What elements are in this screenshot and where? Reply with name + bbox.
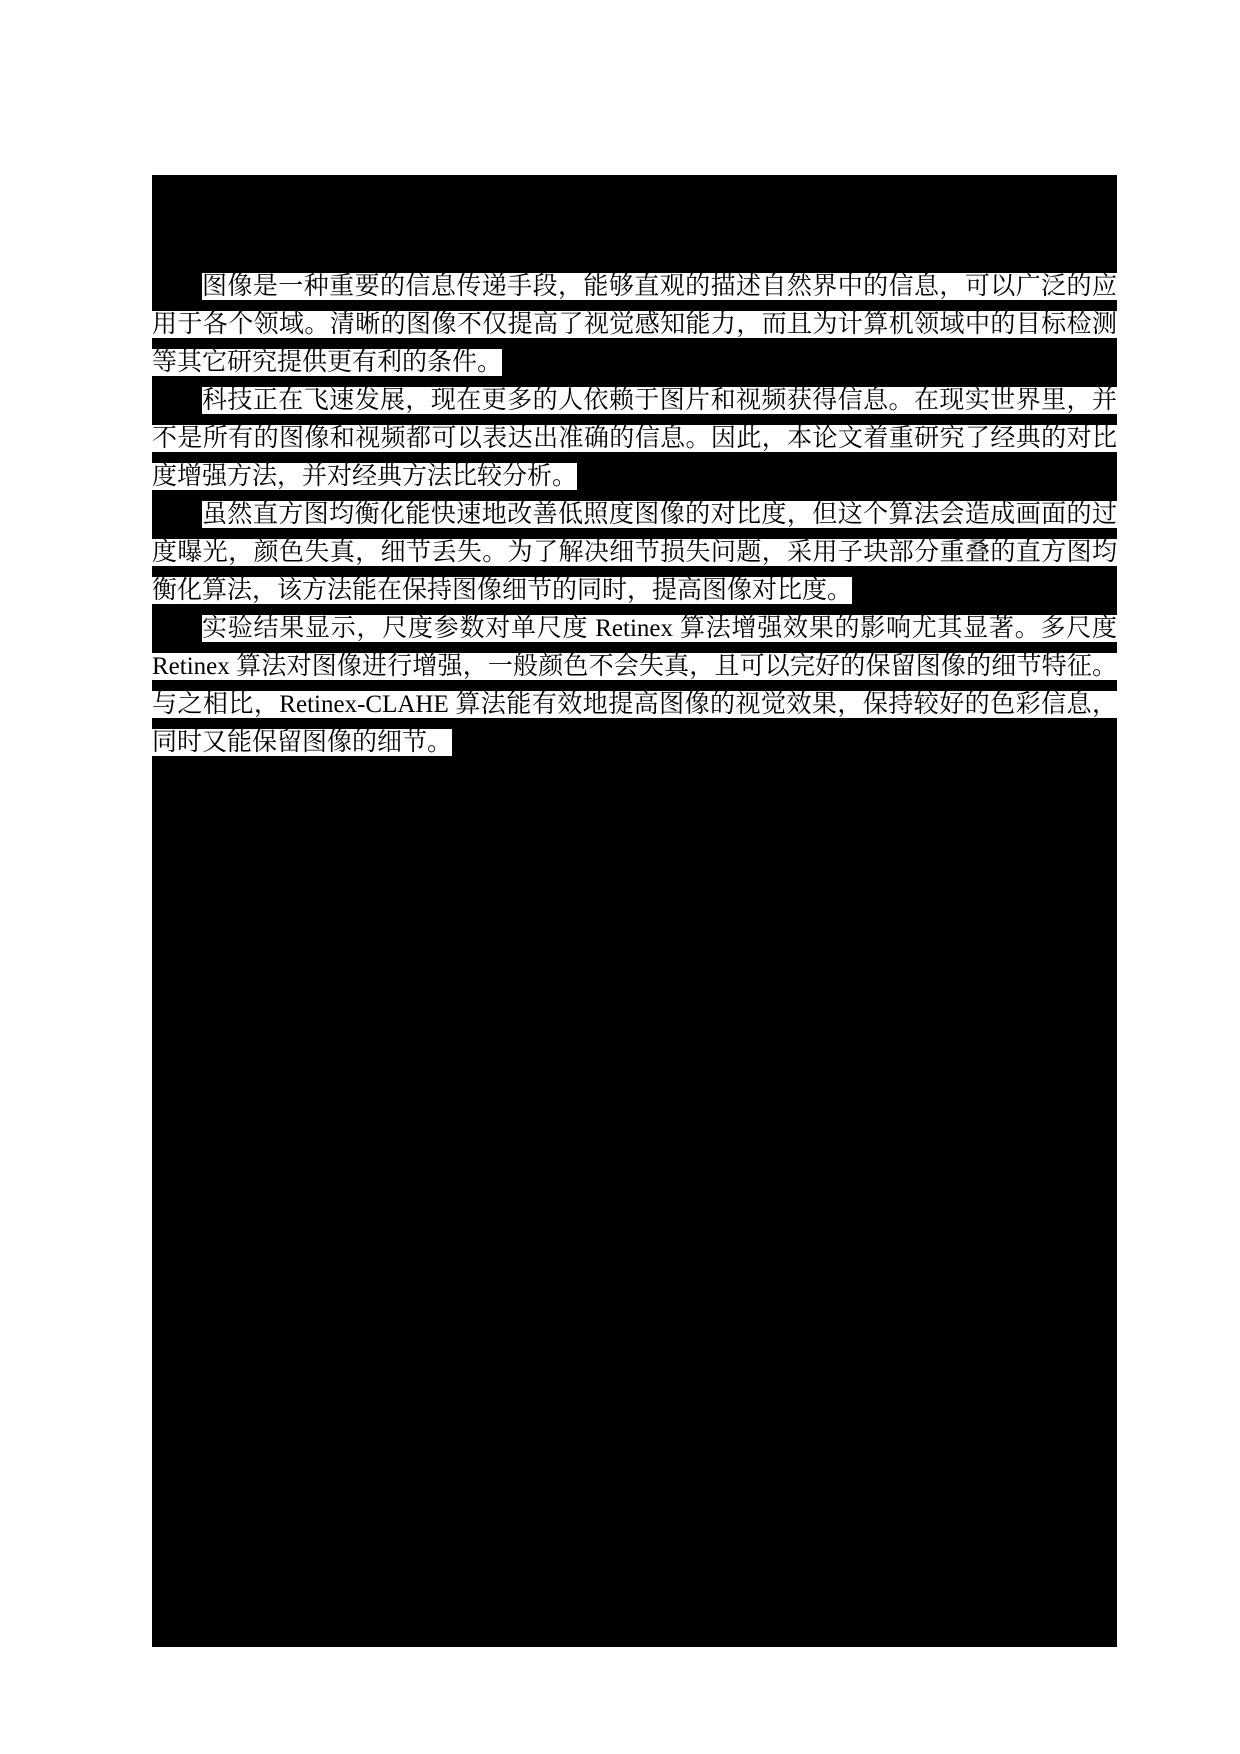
abstract-line-text: 图像是一种重要的信息传递手段，能够直观的描述自然界中的信息，可以广泛的应 [202,273,1117,300]
abstract-line [152,496,1117,534]
abstract-line [152,458,1117,496]
abstract-line [152,268,1117,306]
abstract-line-text: 衡化算法，该方法能在保持图像细节的同时，提高图像对比度。 [152,577,853,604]
abstract-line-text: 与之相比，Retinex-CLAHE 算法能有效地提高图像的视觉效果，保持较好的色彩信息， [152,691,1117,718]
abstract-line [152,382,1117,420]
abstract-line-text: 虽然直方图均衡化能快速地改善低照度图像的对比度，但这个算法会造成画面的过 [202,501,1117,528]
abstract-line-text: 等其它研究提供更有利的条件。 [152,349,503,376]
abstract-line [152,306,1117,344]
abstract-line-text: Retinex 算法对图像进行增强，一般颜色不会失真，且可以完好的保留图像的细节特征。 [152,653,1117,680]
abstract-line [152,610,1117,648]
abstract-line-text: 科技正在飞速发展，现在更多的人依赖于图片和视频获得信息。在现实世界里，并 [202,387,1117,414]
abstract-text [152,175,1117,762]
abstract-line [152,344,1117,382]
abstract-line-text: 用于各个领域。清晰的图像不仅提高了视觉感知能力，而且为计算机领域中的目标检测 [152,311,1117,338]
abstract-line-text: 实验结果显示，尺度参数对单尺度 Retinex 算法增强效果的影响尤其显著。多尺度 [202,615,1117,642]
abstract-line [152,724,1117,762]
abstract-line [152,420,1117,458]
abstract-line [152,572,1117,610]
abstract-line [152,686,1117,724]
abstract-panel [152,175,1117,1647]
abstract-line-text: 度增强方法，并对经典方法比较分析。 [152,463,578,490]
abstract-line [152,534,1117,572]
abstract-line-text: 同时又能保留图像的细节。 [152,729,453,756]
abstract-line-text: 度曝光，颜色失真，细节丢失。为了解决细节损失问题，采用子块部分重叠的直方图均 [152,539,1117,566]
abstract-line-text: 不是所有的图像和视频都可以表达出准确的信息。因此，本论文着重研究了经典的对比 [152,425,1117,452]
abstract-line [152,648,1117,686]
